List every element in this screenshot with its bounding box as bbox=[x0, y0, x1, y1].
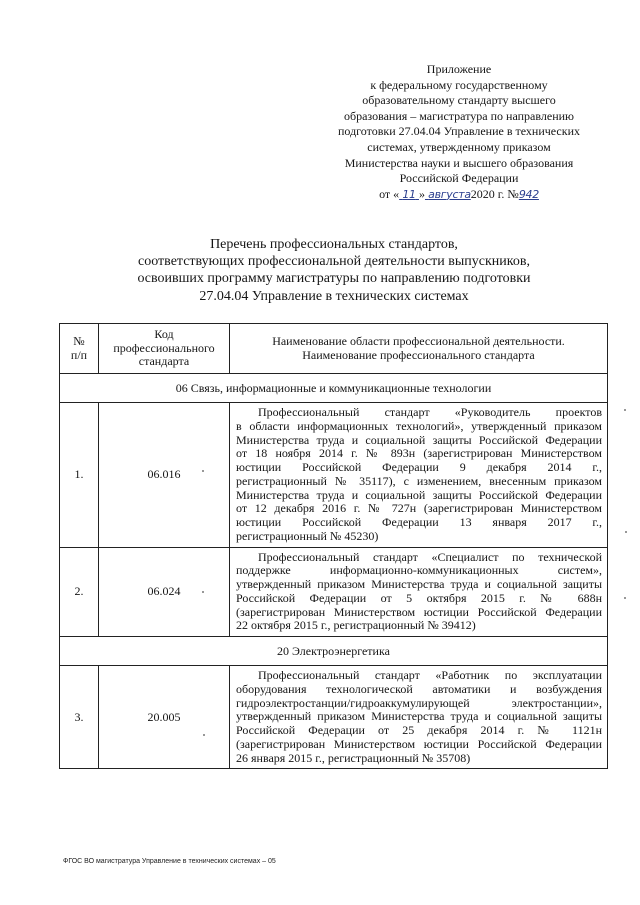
handwritten-day: 11 bbox=[402, 187, 416, 201]
standards-table bbox=[59, 323, 608, 769]
table-row bbox=[60, 547, 608, 637]
standard-code: 06.016 bbox=[99, 403, 230, 548]
appendix-line: системах, утвержденному приказом bbox=[367, 139, 551, 154]
title-line: Перечень профессиональных стандартов, bbox=[210, 237, 458, 252]
standard-code: 06.024 bbox=[99, 547, 230, 637]
appendix-line: Российской Федерации bbox=[399, 171, 519, 186]
handwritten-order-number: 942 bbox=[518, 187, 539, 201]
row-number: 3. bbox=[60, 666, 99, 769]
scan-speck bbox=[624, 597, 626, 599]
date-mid: » bbox=[418, 186, 425, 201]
appendix-line: к федеральному государственному bbox=[370, 77, 548, 92]
scan-speck bbox=[202, 591, 204, 593]
table-header-row bbox=[60, 324, 608, 374]
appendix-line: образовательному стандарту высшего bbox=[362, 93, 556, 108]
standard-description: Профессиональный стандарт «Руководитель проектов в области информационных технологий», утвержденный приказом Министерства труда и социальной защиты Российской Федерации от 18 ноября 2014 г. № 893н (зарегистрирован Министерством юстиции Российской Федерации 9 декабря 2014 г., регистрационный № 35117), с изменением, внесенным приказом Министерства труда и социальной защиты Российской Федерации от 12 декабря 2016 г. № 727н (зарегистрирован Министерством юстиции Российской Федерации 13 января 2017 г., регистрационный № 45230) bbox=[230, 403, 608, 548]
appendix-header bbox=[318, 62, 600, 202]
table-row bbox=[60, 403, 608, 548]
header-name: Наименование области профессиональной деятельности. Наименование профессионального стандарта bbox=[230, 324, 608, 374]
scan-speck bbox=[202, 470, 204, 472]
table-row bbox=[60, 666, 608, 769]
document-title bbox=[60, 236, 608, 305]
appendix-line: подготовки 27.04.04 Управление в технических bbox=[338, 124, 580, 139]
page-footer: ФГОС ВО магистратура Управление в технических системах – 05 bbox=[63, 858, 276, 865]
appendix-line: образования – магистратура по направлению bbox=[343, 108, 574, 123]
title-line: освоивших программу магистратуры по направлению подготовки bbox=[137, 271, 531, 287]
section-row bbox=[60, 637, 608, 666]
section-title: 20 Электроэнергетика bbox=[60, 637, 608, 666]
standard-description: Профессиональный стандарт «Специалист по технической поддержке информационно-коммуникационных систем», утвержденный приказом Министерства труда и социальной защиты Российской Федерации от 5 октября 2015 г. № 688н (зарегистрирован Министерством юстиции Российской Федерации 22 октября 2015 г., регистрационный № 39412) bbox=[230, 547, 608, 637]
standard-code: 20.005 bbox=[99, 666, 230, 769]
section-row bbox=[60, 374, 608, 403]
scan-speck bbox=[624, 409, 626, 411]
handwritten-month: августа bbox=[428, 187, 471, 201]
order-date-line bbox=[318, 187, 600, 203]
scan-speck bbox=[203, 734, 205, 736]
date-prefix: от « bbox=[379, 186, 400, 201]
header-num: № п/п bbox=[60, 324, 99, 374]
appendix-line: Приложение bbox=[426, 62, 492, 76]
appendix-line: Министерства науки и высшего образования bbox=[344, 155, 574, 170]
title-line: соответствующих профессиональной деятельности выпускников, bbox=[138, 254, 530, 270]
section-title: 06 Связь, информационные и коммуникационные технологии bbox=[60, 374, 608, 403]
standard-description: Профессиональный стандарт «Работник по эксплуатации оборудования технологической автоматики и возбуждения гидроэлектростанции/гидроаккумулирующей электростанции», утвержденный приказом Министерства труда и социальной защиты Российской Федерации от 25 декабря 2014 г. № 1121н (зарегистрирован Министерством юстиции Российской Федерации 26 января 2015 г., регистрационный № 35708) bbox=[230, 666, 608, 769]
row-number: 2. bbox=[60, 547, 99, 637]
row-number: 1. bbox=[60, 403, 99, 548]
title-line: 27.04.04 Управление в технических системах bbox=[199, 288, 469, 304]
date-year: 2020 г. № bbox=[470, 186, 519, 201]
scan-speck bbox=[625, 531, 627, 533]
header-code: Код профессионального стандарта bbox=[99, 324, 230, 374]
